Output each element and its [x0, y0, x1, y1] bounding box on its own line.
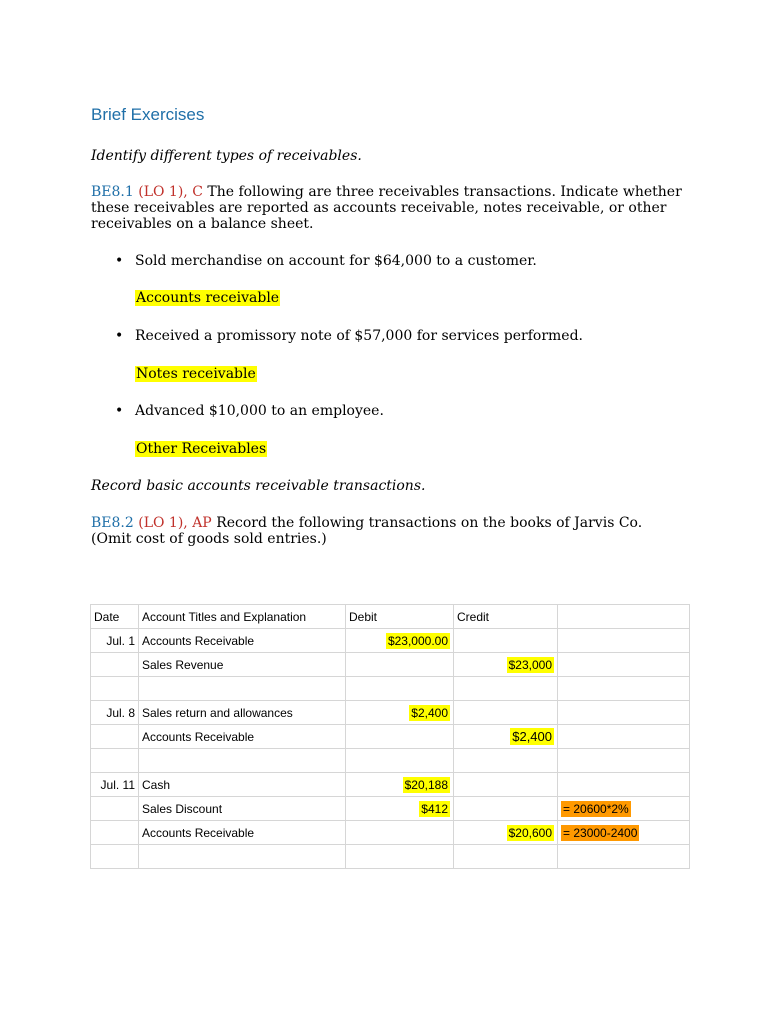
cell-debit [346, 845, 454, 869]
cell-date [91, 653, 139, 677]
debit-value: $20,188 [404, 777, 448, 792]
cell-note [558, 653, 690, 677]
cell-credit [454, 821, 558, 845]
exercise-number: BE8.2 [91, 515, 134, 531]
table-row [91, 797, 690, 821]
answer-highlight: Notes receivable [136, 366, 256, 382]
header-note [558, 605, 690, 629]
header-debit: Debit [346, 605, 454, 629]
table-header-row [91, 605, 690, 629]
cell-note [558, 821, 690, 845]
formula-note: = 20600*2% [563, 801, 629, 816]
cell-credit [454, 773, 558, 797]
exercise-text: Record the following transactions on the books of Jarvis Co. (Omit cost of goods sold entries.) [91, 515, 643, 547]
bullet-icon: • [115, 328, 124, 344]
cell-debit [346, 749, 454, 773]
credit-value: $20,600 [508, 825, 552, 840]
cell-credit [454, 653, 558, 677]
cell-account: Cash [139, 773, 346, 797]
header-date: Date [91, 605, 139, 629]
list-item [115, 403, 384, 419]
cell-date [91, 749, 139, 773]
learning-objective: (LO 1), C [138, 184, 203, 200]
cell-debit [346, 701, 454, 725]
header-credit: Credit [454, 605, 558, 629]
list-item-text: Advanced $10,000 to an employee. [135, 403, 384, 419]
cell-account: Accounts Receivable [139, 725, 346, 749]
table-row [91, 845, 690, 869]
cell-debit [346, 725, 454, 749]
table-row [91, 749, 690, 773]
answer-highlight: Other Receivables [136, 441, 267, 457]
cell-account: Accounts Receivable [139, 821, 346, 845]
formula-note: = 23000-2400 [563, 825, 638, 840]
learning-objective: (LO 1), AP [138, 515, 212, 531]
cell-credit [454, 845, 558, 869]
cell-account [139, 677, 346, 701]
table-row [91, 653, 690, 677]
cell-note [558, 773, 690, 797]
cell-debit [346, 797, 454, 821]
cell-note [558, 749, 690, 773]
cell-account [139, 845, 346, 869]
section2-subtitle: Record basic accounts receivable transactions. [91, 478, 426, 494]
credit-value: $23,000 [508, 657, 552, 672]
cell-note [558, 629, 690, 653]
section1-subtitle: Identify different types of receivables. [91, 148, 362, 164]
cell-note [558, 797, 690, 821]
bullet-icon: • [115, 253, 124, 269]
credit-value: $2,400 [512, 729, 552, 744]
table-row [91, 725, 690, 749]
table-row [91, 773, 690, 797]
cell-credit [454, 701, 558, 725]
cell-note [558, 677, 690, 701]
answer-highlight: Accounts receivable [136, 290, 280, 306]
cell-account: Sales Discount [139, 797, 346, 821]
cell-account: Sales return and allowances [139, 701, 346, 725]
table-row [91, 701, 690, 725]
table-row [91, 629, 690, 653]
header-account: Account Titles and Explanation [139, 605, 346, 629]
cell-credit [454, 629, 558, 653]
cell-date [91, 821, 139, 845]
cell-credit [454, 725, 558, 749]
cell-account [139, 749, 346, 773]
cell-debit [346, 653, 454, 677]
cell-credit [454, 749, 558, 773]
debit-value: $412 [421, 801, 448, 816]
cell-debit [346, 821, 454, 845]
cell-note [558, 701, 690, 725]
section1-paragraph [91, 184, 691, 232]
cell-date [91, 677, 139, 701]
cell-note [558, 845, 690, 869]
page-heading: Brief Exercises [91, 105, 205, 124]
cell-note [558, 725, 690, 749]
cell-date [91, 725, 139, 749]
cell-date [91, 797, 139, 821]
cell-debit [346, 677, 454, 701]
cell-credit [454, 797, 558, 821]
cell-date: Jul. 8 [91, 701, 139, 725]
bullet-icon: • [115, 403, 124, 419]
cell-date: Jul. 1 [91, 629, 139, 653]
cell-account: Accounts Receivable [139, 629, 346, 653]
cell-account: Sales Revenue [139, 653, 346, 677]
debit-value: $2,400 [411, 705, 448, 720]
table-row [91, 821, 690, 845]
cell-date [91, 845, 139, 869]
exercise-text: The following are three receivables transactions. Indicate whether these receivables are reported as accounts receivable, notes receivable, or other receivables on a balance sheet. [91, 184, 682, 232]
cell-date: Jul. 11 [91, 773, 139, 797]
section2-paragraph [91, 515, 671, 547]
journal-table [90, 604, 690, 869]
list-item [115, 253, 537, 269]
list-item-text: Received a promissory note of $57,000 for services performed. [135, 328, 584, 344]
exercise-number: BE8.1 [91, 184, 134, 200]
list-item [115, 328, 583, 344]
list-item-text: Sold merchandise on account for $64,000 to a customer. [135, 253, 537, 269]
cell-credit [454, 677, 558, 701]
cell-debit [346, 629, 454, 653]
table-row [91, 677, 690, 701]
debit-value: $23,000.00 [387, 633, 448, 648]
cell-debit [346, 773, 454, 797]
